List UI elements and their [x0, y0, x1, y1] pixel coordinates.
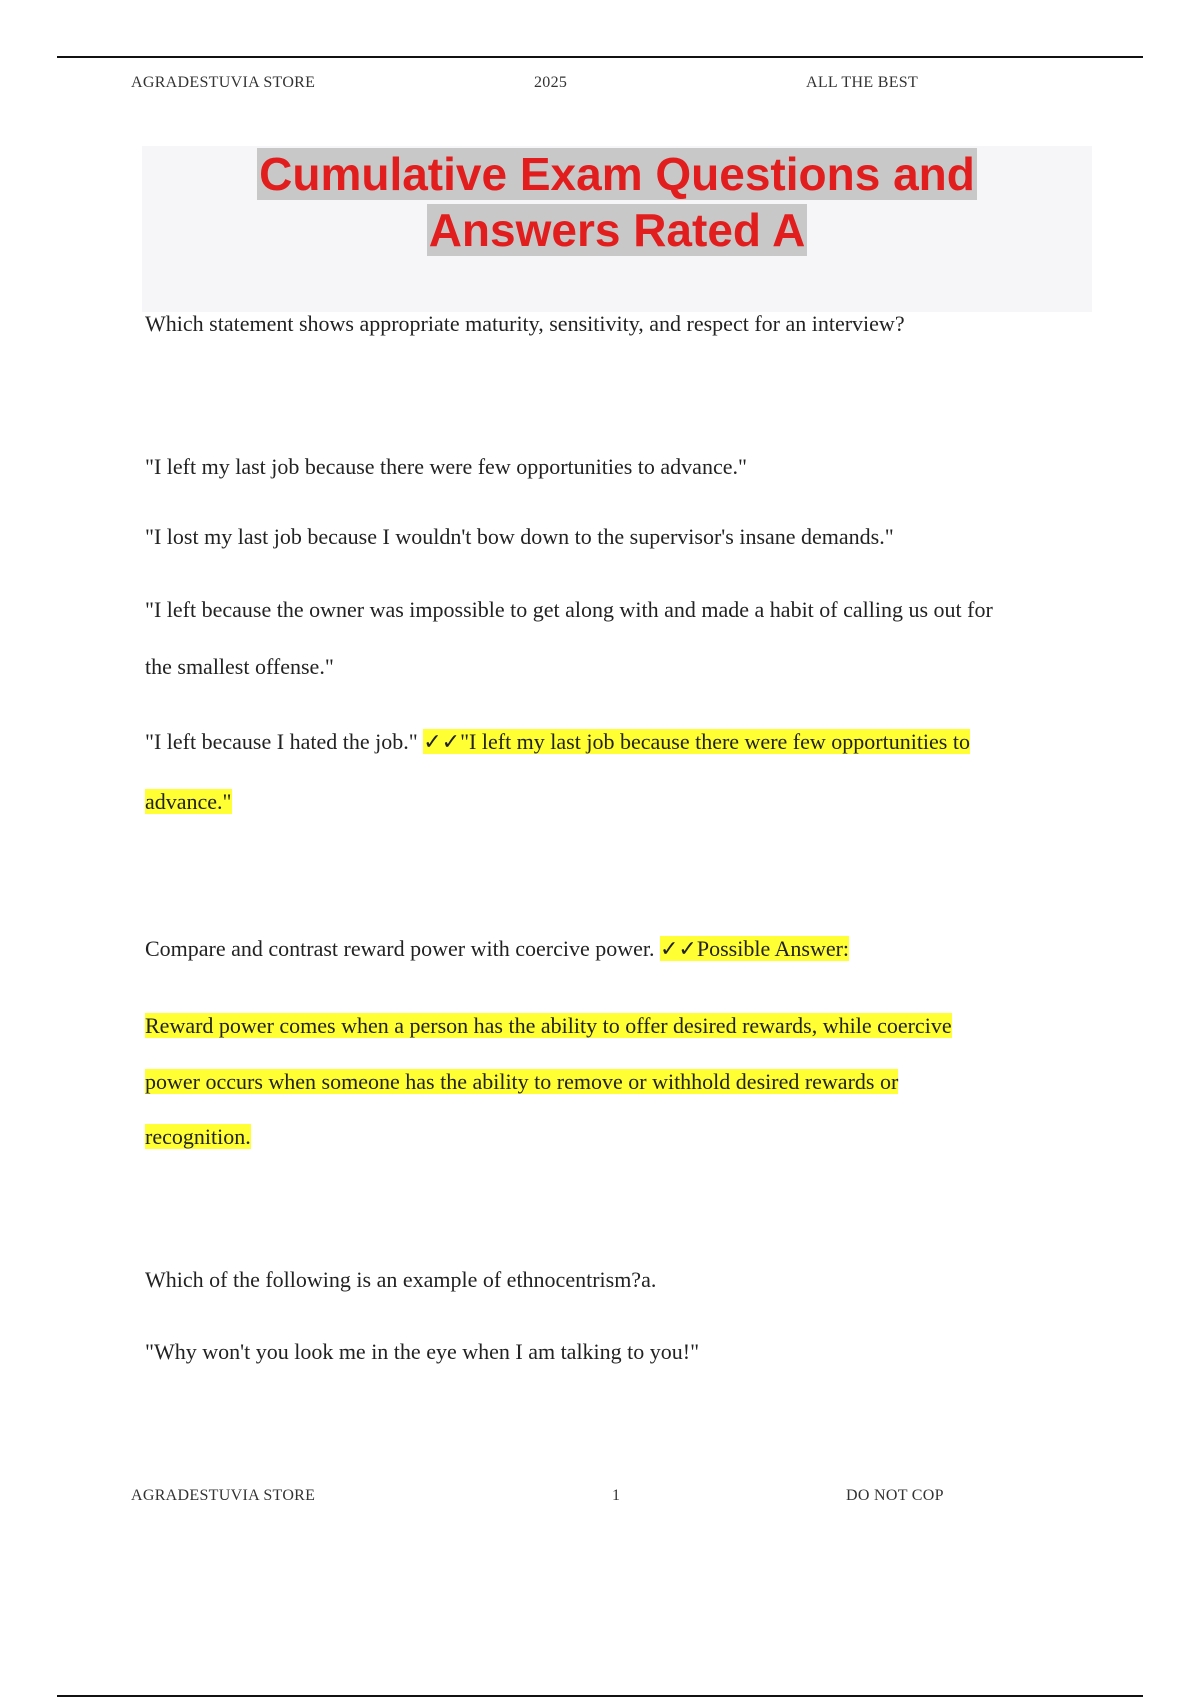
header-left: AGRADESTUVIA STORE	[131, 74, 316, 91]
page-title	[142, 146, 1092, 258]
footer-left: AGRADESTUVIA STORE	[131, 1487, 316, 1504]
q3-option-a: "Why won't you look me in the eye when I am talking to you!"	[145, 1339, 700, 1364]
header-center: 2025	[534, 74, 568, 91]
q2-answer-line-2-row	[145, 1054, 1085, 1110]
q1-option-d: "I left because I hated the job."	[145, 729, 424, 754]
q1-answer-line-2: advance."	[145, 789, 232, 814]
q1-option-d-and-answer	[145, 714, 1085, 771]
footer-page-number: 1	[612, 1487, 621, 1504]
q2-answer-line-3: recognition.	[145, 1124, 251, 1149]
footer-rule	[57, 1695, 1143, 1697]
title-line-1: Cumulative Exam Questions and	[259, 148, 975, 200]
q1-answer-highlight	[423, 729, 970, 754]
q1-option-b: "I lost my last job because I wouldn't bow down to the supervisor's insane demands."	[145, 524, 894, 549]
checkmark-icon: ✓✓	[423, 730, 461, 755]
q1-answer-line-1: "I left my last job because there were few opportunities to	[460, 729, 970, 754]
q1-option-a: "I left my last job because there were few opportunities to advance."	[145, 454, 747, 479]
q1-option-c-line-1: "I left because the owner was impossible to get along with and made a habit of calling us out for	[145, 597, 993, 622]
q2-answer-label: Possible Answer:	[696, 936, 850, 961]
q1-answer-line-2-row	[145, 774, 1085, 830]
checkmark-icon: ✓✓	[659, 937, 697, 962]
q2-answer-line-1: Reward power comes when a person has the ability to offer desired rewards, while coercive	[145, 1013, 952, 1038]
q1-option-c-line-2: the smallest offense."	[145, 654, 334, 679]
header-rule	[57, 56, 1143, 58]
question-2	[145, 921, 1085, 978]
title-line-2: Answers Rated A	[428, 204, 806, 256]
q2-answer-line-3-row	[145, 1109, 1085, 1165]
q2-question-text: Compare and contrast reward power with coercive power.	[145, 936, 660, 961]
question-3: Which of the following is an example of ethnocentrism?a.	[145, 1267, 657, 1292]
q2-answer-line-2: power occurs when someone has the ability to remove or withhold desired rewards or	[145, 1069, 899, 1094]
q2-answer-label-highlight	[660, 936, 849, 961]
q2-answer-line-1-row	[145, 998, 1085, 1054]
header-right: ALL THE BEST	[806, 74, 919, 91]
question-1: Which statement shows appropriate maturity, sensitivity, and respect for an interview?	[145, 311, 905, 336]
footer-right: DO NOT COP	[846, 1487, 944, 1504]
